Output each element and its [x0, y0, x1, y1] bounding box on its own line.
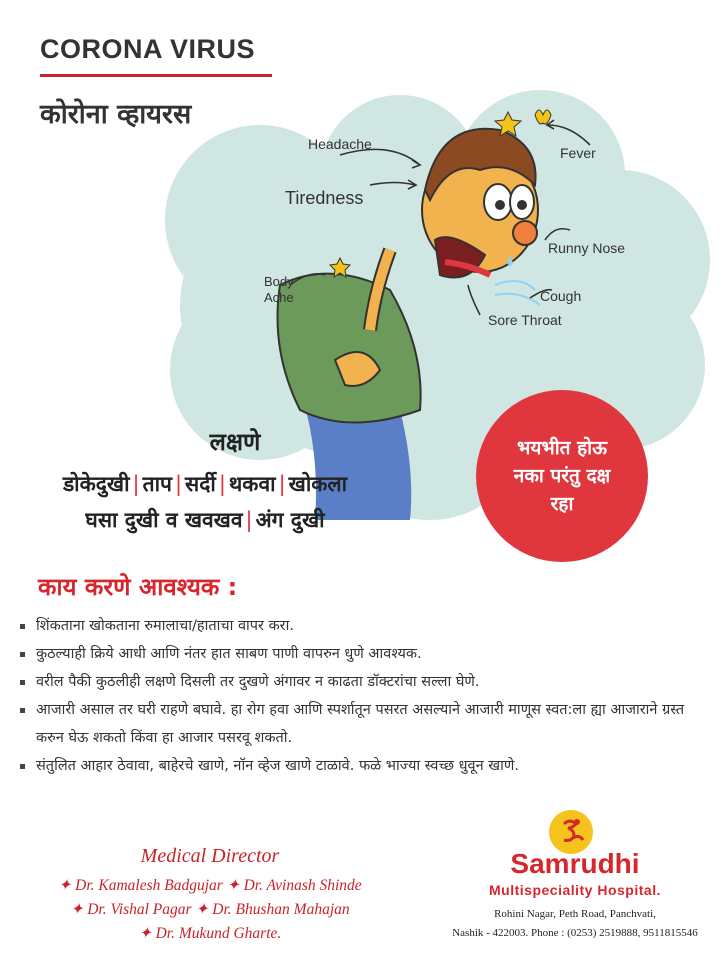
list-item: कुठल्याही क्रिये आधी आणि नंतर हात साबण पाणी वापरुन धुणे आवश्यक.: [20, 640, 700, 668]
symptoms-heading: लक्षणे: [209, 428, 261, 456]
hospital-address-line-2: Nashik - 422003. Phone : (0253) 2519888, 9511815546: [452, 927, 698, 939]
doctor-line-3: ✦ Dr. Mukund Gharte.: [138, 925, 282, 942]
symptom-item: सर्दी: [185, 472, 216, 496]
separator: |: [132, 472, 140, 496]
label-body-ache: Body Ache: [264, 274, 294, 305]
medical-director-title: Medical Director: [140, 845, 280, 867]
separator: |: [174, 472, 183, 496]
list-item: संतुलित आहार ठेवावा, बाहेरचे खाणे, नॉन व्हेज खाणे टाळावे. फळे भाज्या स्वच्छ धुवून खाणे.: [20, 752, 700, 780]
separator: |: [278, 472, 286, 496]
symptom-item: ताप: [142, 472, 172, 496]
title-marathi: कोरोना व्हायरस: [40, 99, 192, 130]
list-item: शिंकताना खोकताना रुमालाचा/हाताचा वापर करा.: [20, 612, 700, 640]
doctor-line-1: ✦ Dr. Kamalesh Badgujar ✦ Dr. Avinash Shinde: [58, 877, 362, 894]
title-underline: [40, 74, 272, 77]
label-cough: Cough: [540, 288, 582, 304]
separator: |: [218, 472, 226, 496]
precautions-heading: काय करणे आवश्यक :: [38, 573, 238, 601]
label-runny-nose: Runny Nose: [548, 240, 626, 256]
hospital-subtitle: Multispeciality Hospital.: [489, 882, 661, 898]
hospital-address-line-1: Rohini Nagar, Peth Road, Panchvati,: [494, 908, 656, 920]
doctor-line-2: ✦ Dr. Vishal Pagar ✦ Dr. Bhushan Mahajan: [70, 901, 350, 918]
symptom-item: थकवा: [228, 472, 276, 496]
list-item: आजारी असाल तर घरी राहणे बघावे. हा रोग हवा आणि स्पर्शातून पसरत असल्याने आजारी माणूस स्वत:ला ह्या आजाराने ग्रस्त करुन घेऊ शकतो किंवा हा आजार पसरवू शकतो.: [20, 696, 700, 752]
symptoms-line-2: [15, 506, 395, 534]
label-headache: Headache: [308, 136, 372, 152]
symptom-item: डोकेदुखी: [62, 472, 130, 496]
symptoms-line-1: [15, 470, 395, 498]
label-sore-throat: Sore Throat: [488, 312, 562, 328]
precautions-list: [20, 612, 700, 780]
dont-panic-bubble: भयभीत होऊ नका परंतु दक्ष रहा: [476, 390, 648, 562]
hospital-name: Samrudhi: [510, 848, 640, 879]
title-english: CORONA VIRUS: [40, 34, 256, 64]
symptom-item: खोकला: [288, 472, 348, 496]
label-fever: Fever: [560, 145, 596, 161]
symptom-item: अंग दुखी: [255, 508, 325, 532]
list-item: वरील पैकी कुठलीही लक्षणे दिसली तर दुखणे अंगावर न काढता डॉक्टरांचा सल्ला घेणे.: [20, 668, 700, 696]
label-tiredness: Tiredness: [285, 188, 364, 208]
separator: |: [245, 508, 253, 532]
symptom-item: घसा दुखी व खवखव: [85, 508, 243, 532]
